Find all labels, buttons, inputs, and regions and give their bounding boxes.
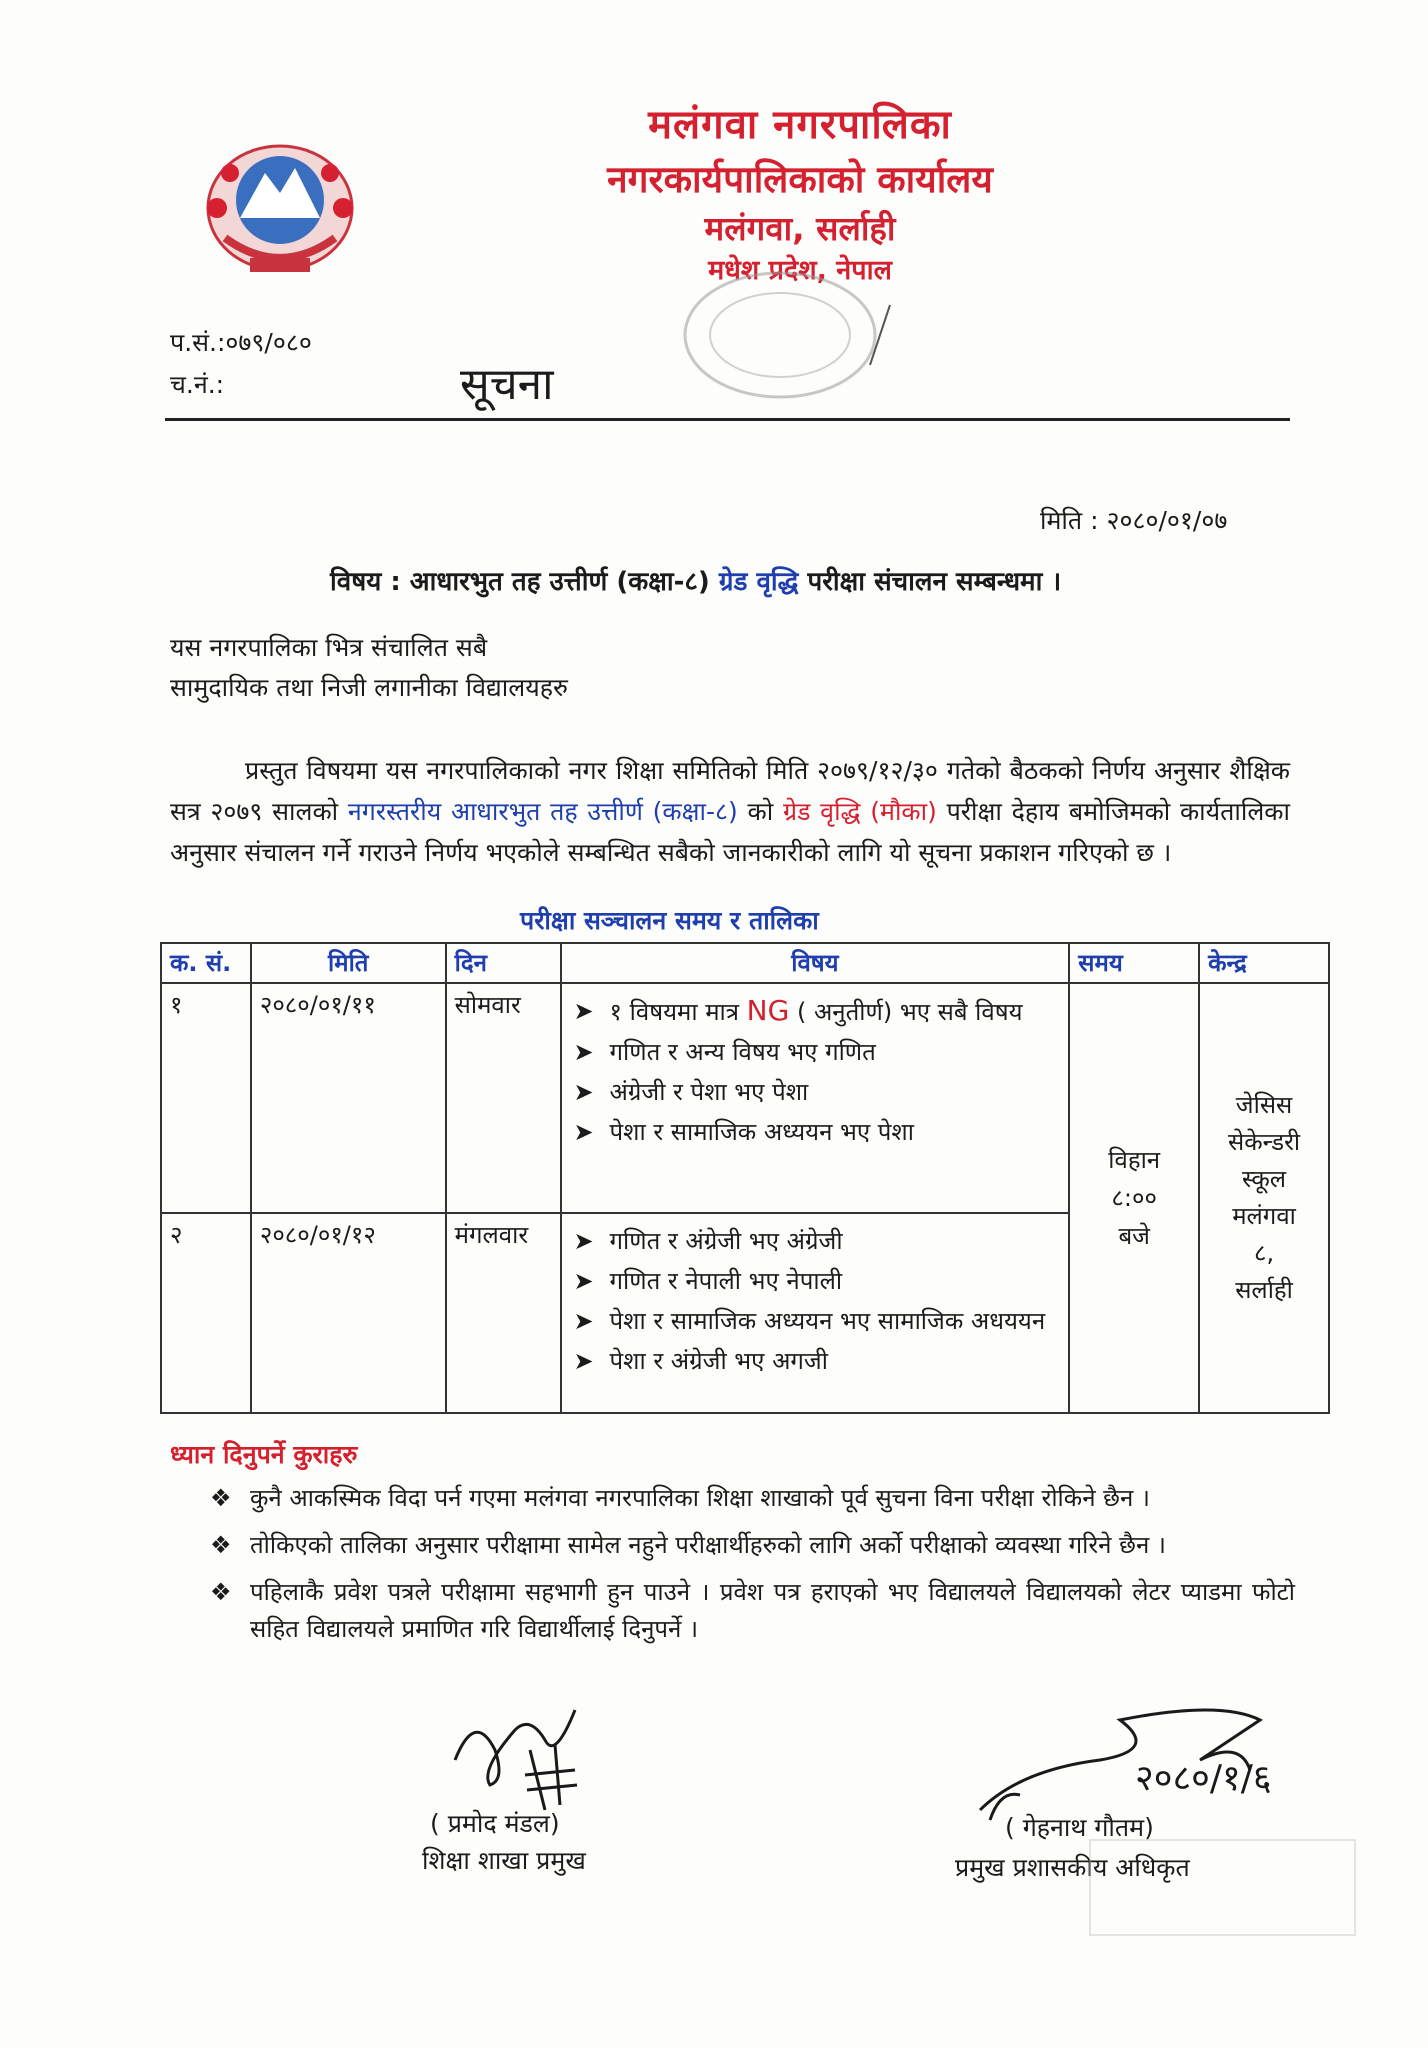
center-line: सर्लाही xyxy=(1235,1276,1293,1304)
center-line: सेकेन्डरी xyxy=(1227,1128,1301,1156)
header-date: मिति xyxy=(251,943,446,983)
exam-center-cell xyxy=(1199,983,1329,1413)
row-day: सोमवार xyxy=(446,983,561,1213)
dispatch-number: च.नं.: xyxy=(170,370,225,399)
office-province: मधेश प्रदेश, नेपाल xyxy=(708,255,892,286)
row-subjects xyxy=(561,983,1070,1213)
notice-title: सूचना xyxy=(460,359,554,410)
header-time: समय xyxy=(1069,943,1199,983)
point-item: ❖ तोकिएको तालिका अनुसार परीक्षामा सामेल नहुने परीक्षार्थीहरुको लागि अर्को परीक्षाको व्यवस्था गरिने छैन । xyxy=(210,1527,1295,1564)
addressee-line-1: यस नगरपालिका भित्र संचालित सबै xyxy=(170,633,488,662)
ng-marker: NG xyxy=(746,994,790,1027)
row-date: २०८०/०१/११ xyxy=(251,983,446,1213)
notice-date: मिति : २०८०/०१/०७ xyxy=(1040,506,1228,535)
office-stamp xyxy=(660,265,910,405)
row-day: मंगलवार xyxy=(446,1213,561,1413)
signature-left xyxy=(435,1690,605,1815)
points-heading: ध्यान दिनुपर्ने कुराहरु xyxy=(170,1440,358,1469)
row-sn: १ xyxy=(161,983,251,1213)
time-line: बजे xyxy=(1118,1222,1150,1250)
subject-line xyxy=(330,562,1061,598)
subject-item xyxy=(570,992,1061,1031)
notice-body xyxy=(170,750,1290,873)
center-line: ८, xyxy=(1253,1239,1275,1267)
time-line: विहान xyxy=(1108,1146,1161,1174)
row-date: २०८०/०१/१२ xyxy=(251,1213,446,1413)
subject-item: ➤ गणित र अंग्रेजी भए अंग्रेजी xyxy=(570,1222,1061,1260)
body-highlight-blue: नगरस्तरीय आधारभुत तह उत्तीर्ण (कक्षा-८) xyxy=(347,797,738,826)
header-center: केन्द्र xyxy=(1199,943,1329,983)
table-header-row xyxy=(161,943,1329,983)
exam-time-cell xyxy=(1069,983,1199,1413)
point-item: ❖ पहिलाकै प्रवेश पत्रले परीक्षामा सहभागी हुन पाउने । प्रवेश पत्र हराएको भए विद्यालयले विद्यालयको लेटर प्याडमा फोटो सहित विद्यालयले प्रमाणित गरि विद्यार्थीलाई दिनुपर्ने । xyxy=(210,1574,1295,1648)
reference-number: प.सं.:०७९/०८० xyxy=(170,328,312,357)
header-day: दिन xyxy=(446,943,561,983)
body-highlight-red: ग्रेड वृद्धि (मौका) xyxy=(782,797,937,826)
subject-item: ➤ पेशा र सामाजिक अध्ययन भए सामाजिक अधययन xyxy=(570,1302,1061,1340)
subject-item: ➤ अंग्रेजी र पेशा भए पेशा xyxy=(570,1073,1061,1111)
exam-schedule-table xyxy=(160,942,1330,1414)
subject-grade: ग्रेड वृद्धि xyxy=(718,567,799,597)
subject-item: ➤ पेशा र अंग्रेजी भए अगजी xyxy=(570,1342,1061,1380)
right-signatory-title: प्रमुख प्रशासकीय अधिकृत xyxy=(955,1853,1190,1882)
office-location: मलंगवा, सर्लाही xyxy=(704,209,896,248)
subject-item-post: ( अनुतीर्ण) भए सबै विषय xyxy=(796,998,1023,1026)
subject-suffix: परीक्षा संचालन सम्बन्धमा । xyxy=(807,567,1062,597)
subject-prefix: विषय : आधारभुत तह उत्तीर्ण (कक्षा-८) xyxy=(330,567,710,597)
header-divider xyxy=(165,418,1290,421)
right-signatory-name: ( गेहनाथ गौतम) xyxy=(1005,1813,1154,1842)
subject-item: ➤ पेशा र सामाजिक अध्ययन भए पेशा xyxy=(570,1113,1061,1151)
row-sn: २ xyxy=(161,1213,251,1413)
center-line: जेसिस xyxy=(1235,1091,1293,1119)
subject-item: ➤ गणित र अन्य विषय भए गणित xyxy=(570,1033,1061,1071)
header-subject: विषय xyxy=(561,943,1070,983)
left-signatory-name: ( प्रमोद मंडल) xyxy=(430,1809,560,1838)
office-name: नगरकार्यपालिकाको कार्यालय xyxy=(607,158,993,201)
header-sn: क. सं. xyxy=(161,943,251,983)
signature-date: २०८०/१/६ xyxy=(1135,1758,1272,1799)
subject-item-pre: १ विषयमा मात्र xyxy=(609,998,740,1026)
points-list xyxy=(210,1480,1295,1658)
body-part-2: को xyxy=(747,797,774,826)
body-part-3: परीक्षा देहाय बमोजिमको कार्यतालिका अनुसार संचालन गर्ने गराउने निर्णय भएकोले सम्बन्धित सबैको जानकारीको लागि यो सूचना प्रकाशन गरिएको छ । xyxy=(170,797,1290,867)
table-row xyxy=(161,983,1329,1213)
center-line: स्कूल xyxy=(1242,1165,1287,1193)
officer-stamp xyxy=(1085,1830,1365,1950)
subject-item: ➤ गणित र नेपाली भए नेपाली xyxy=(570,1262,1061,1300)
left-signatory-title: शिक्षा शाखा प्रमुख xyxy=(422,1846,586,1875)
point-item: ❖ कुनै आकस्मिक विदा पर्न गएमा मलंगवा नगरपालिका शिक्षा शाखाको पूर्व सुचना विना परीक्षा रोकिने छैन । xyxy=(210,1480,1295,1517)
municipality-name: मलंगवा नगरपालिका xyxy=(648,102,952,148)
signature-right xyxy=(960,1680,1350,1830)
center-line: मलंगवा xyxy=(1232,1202,1296,1230)
time-line: ८:०० xyxy=(1111,1184,1157,1212)
row-subjects xyxy=(561,1213,1070,1413)
body-part-1: प्रस्तुत विषयमा यस नगरपालिकाको नगर शिक्षा समितिको मिति २०७९/१२/३० गतेको बैठकको निर्णय अनुसार शैक्षिक सत्र २०७९ सालको xyxy=(170,756,1290,826)
table-caption: परीक्षा सञ्चालन समय र तालिका xyxy=(520,906,819,935)
nepal-emblem-logo xyxy=(195,128,365,283)
addressee-line-2: सामुदायिक तथा निजी लगानीका विद्यालयहरु xyxy=(170,673,568,702)
